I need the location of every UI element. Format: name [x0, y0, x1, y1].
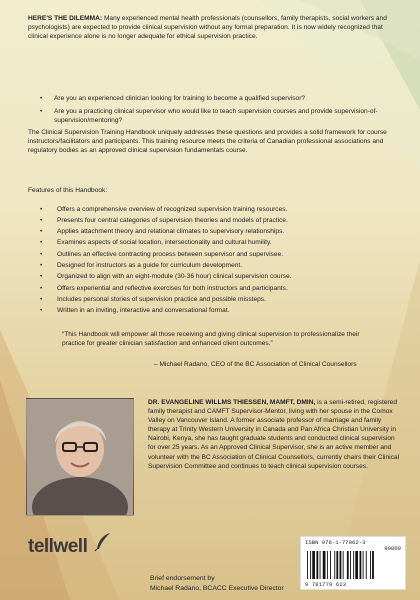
intro-text: Many experienced mental health professionals (counsellors, family therapists, social workers and psychologists) are expected to provide clinical supervision without any formal preparation. It is now widely recognized that clinical experience alone is no longer adequate for ethical supervision practice. [28, 15, 387, 41]
feature-item: • Offers a comprehensive overview of recognized supervision training resources. [40, 204, 400, 215]
feature-item: • Examines aspects of social location, intersectionality and cultural humility. [40, 237, 400, 248]
question-item: • Are you a practicing clinical supervisor who would like to teach supervision courses and provide supervision-of-supervision/mentoring? [40, 107, 395, 125]
intro-paragraph [28, 14, 396, 42]
feature-item: • Organized to align with an eight-module (30-36 hour) clinical supervision course. [40, 271, 400, 282]
feature-item: • Applies attachment theory and relational climates to supervisory relationships. [40, 226, 400, 237]
feature-item: • Includes personal stories of supervision practice and possible missteps. [40, 294, 400, 305]
author-bio-text: is a semi-retired, registered family therapist and CAMFT Supervisor-Mentor, living with her spouse in the Comox Valley on Vancouver Island. A former associate professor of marriage and family therapy at Trinity Western University in Canada and Pan Africa Christian University in Nairobi, Kenya, she has taught graduate students and conducted clinical supervision for over 25 years. As an Approved Clinical Supervisor, she is an active member and volunteer with the BC Association of Clinical Counsellors, currently chairs their Clinical Supervision Committee and continues to teach clinical supervision courses. [148, 399, 400, 470]
isbn-barcode [300, 536, 406, 590]
price-code: 90000 [384, 545, 401, 552]
quote-attribution: – Michael Radano, CEO of the BC Association of Clinical Counsellors [154, 361, 357, 368]
question-item: • Are you an experienced clinician looking for training to become a qualified supervisor? [40, 94, 395, 103]
endorsement-quote: “This Handbook will empower all those receiving and giving clinical supervision to professionalize their practice for greater clinician satisfaction and enhanced client outcomes.” [62, 331, 360, 348]
author-portrait-illustration [27, 399, 133, 515]
question-list [40, 94, 395, 129]
isbn-digits: 9 781779 623 [305, 582, 347, 588]
feature-item: • Offers experiential and reflective exercises for both instructors and participants. [40, 283, 400, 294]
author-photo [26, 398, 134, 516]
barcode-bars [307, 551, 401, 579]
brief-endorsement [150, 574, 310, 593]
features-list [40, 204, 400, 317]
author-bio [148, 398, 403, 471]
description-paragraph: The Clinical Supervision Training Handbook uniquely addresses these questions and provides a solid framework for course instructors/facilitators and participants. This training resource meets the criteria of Canadian professional associations and regulatory bodies as an approved clinical supervision fundamentals course. [28, 129, 387, 155]
publisher-logo [28, 532, 108, 562]
intro-lead: HERE'S THE DILEMMA: [28, 15, 103, 22]
author-name: DR. EVANGELINE WILLMS THIESSEN, MAMFT, DMIN, [148, 399, 316, 406]
brief-endorsement-line: Brief endorsement by [150, 575, 215, 582]
features-title: Features of this Handbook: [28, 187, 108, 194]
feature-item: • Presents four central categories of supervision theories and models of practice. [40, 215, 400, 226]
isbn-label: ISBN 978-1-77962-3 [305, 539, 366, 546]
quill-icon [94, 532, 112, 552]
feature-item: • Outlines an effective contracting process between supervisor and supervisee. [40, 249, 400, 260]
brief-endorsement-author: Michael Radano, BCACC Executive Director [150, 584, 284, 592]
publisher-name: tellwell [28, 536, 88, 557]
feature-item: • Designed for instructors as a guide for curriculum development. [40, 260, 400, 271]
feature-item: • Written in an inviting, interactive and conversational format. [40, 305, 400, 316]
